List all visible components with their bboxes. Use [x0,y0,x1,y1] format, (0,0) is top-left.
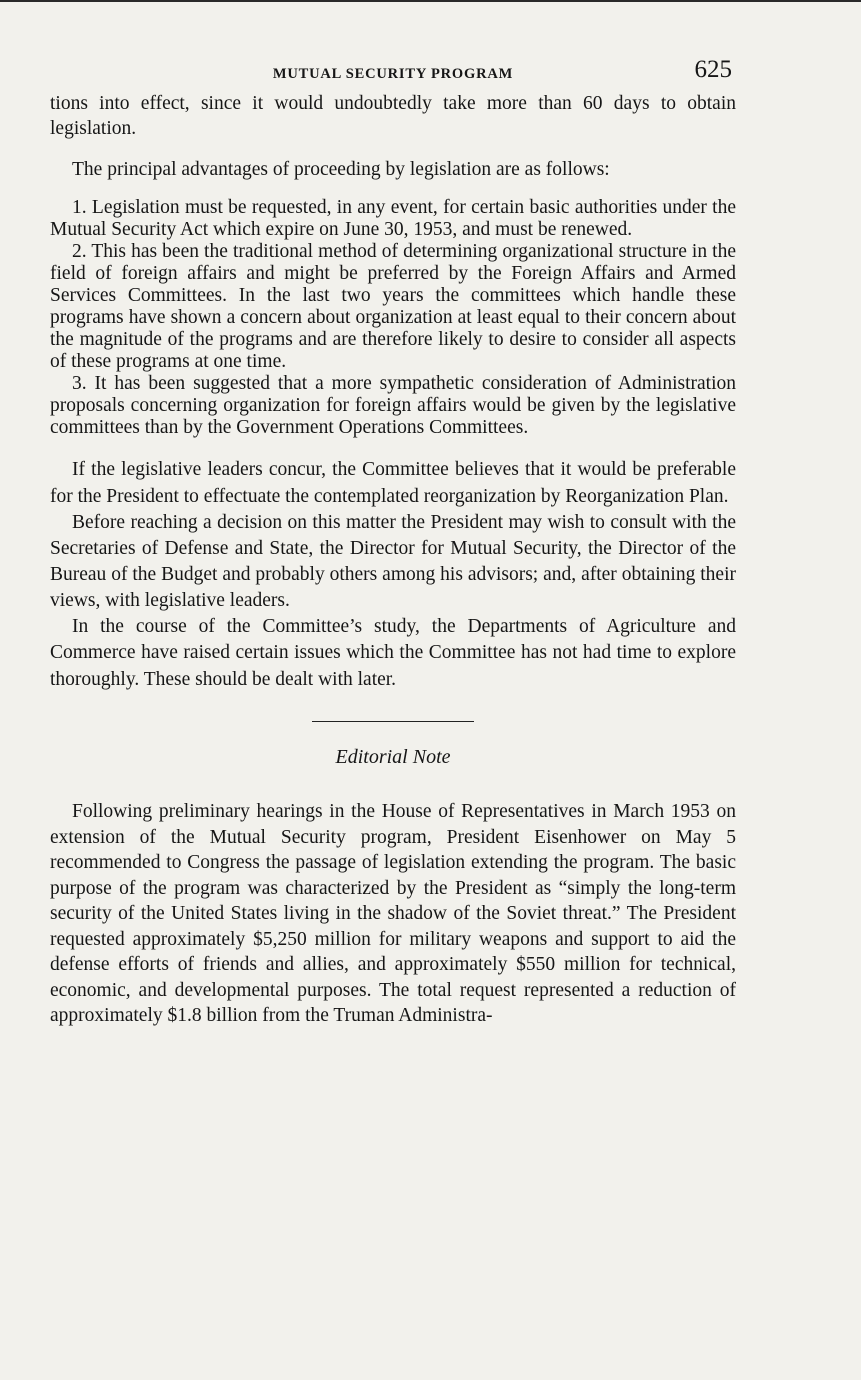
section-divider [312,721,474,722]
paragraph-concur: If the legislative leaders concur, the Committee believes that it would be preferable for the President to effectuate the contemplated reorganization by Reorganization Plan. [50,458,736,507]
list-item: 1. Legislation must be requested, in any event, for certain basic authorities under the Mutual Security Act which expire on June 30, 1953, and must be renewed. [50,196,736,240]
top-edge-rule [0,0,861,2]
running-head: MUTUAL SECURITY PROGRAM [272,66,514,82]
document-page [50,56,736,1029]
paragraph-continued: tions into effect, since it would undoubtedly take more than 60 days to obtain legislation. [50,93,736,139]
page-header [50,56,736,92]
editorial-note-title: Editorial Note [335,746,451,768]
paragraph-study: In the course of the Committee’s study, the Departments of Agriculture and Commerce have raised certain issues which the Committee has not had time to explore thoroughly. These should be dealt with later. [50,615,736,690]
list-item: 3. It has been suggested that a more sympathetic consideration of Administration proposals concerning organization for foreign affairs would be given by the legislative committees than by the Government Operations Committees. [50,372,736,438]
advantages-list [50,197,736,439]
list-item: 2. This has been the traditional method of determining organizational structure in the field of foreign affairs and might be preferred by the Foreign Affairs and Armed Services Committees. In the last two years the committees which handle these programs have shown a concern about organization at least equal to their concern about the magnitude of the programs and are therefore likely to desire to consider all aspects of these programs at one time. [50,240,736,372]
page-number: 625 [694,56,732,83]
editorial-note-text: Following preliminary hearings in the House of Representatives in March 1953 on extension of the Mutual Security program, President Eisenhower on May 5 recommended to Congress the passage of legislation extending the program. The basic purpose of the program was characterized by the President as “simply the long-term security of the United States living in the shadow of the Soviet threat.” The President requested approximately $5,250 million for military weapons and support to aid the defense efforts of friends and allies, and approximately $550 million for technical, economic, and developmental purposes. The total request represented a reduction of approximately $1.8 billion from the Truman Administra- [50,801,736,1026]
paragraph-decision: Before reaching a decision on this matter the President may wish to consult with the Secretaries of Defense and State, the Director for Mutual Security, the Director of the Bureau of the Budget and probably others among his advisors; and, after obtaining their views, with legislative leaders. [50,511,736,611]
paragraph-advantages: The principal advantages of proceeding by legislation are as follows: [72,159,610,180]
